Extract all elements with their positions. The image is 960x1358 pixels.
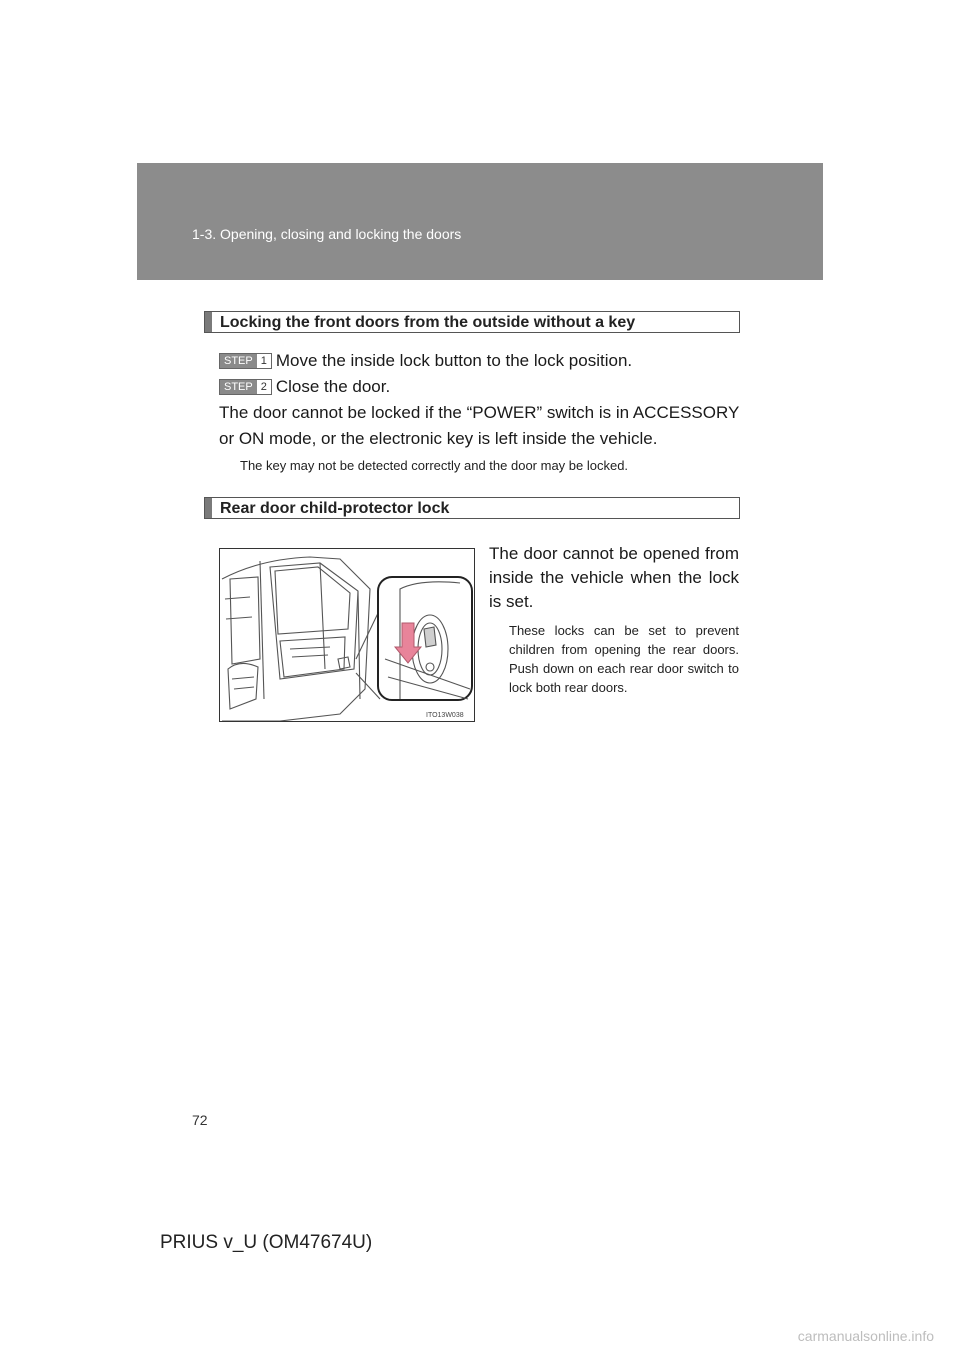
step-badge: STEP 2 — [219, 379, 272, 395]
title-accent — [205, 498, 212, 518]
image-code: ITO13W038 — [426, 712, 464, 719]
title-accent — [205, 312, 212, 332]
step-text: Move the inside lock button to the lock position. — [275, 351, 633, 370]
section-title-bar-child-lock — [204, 497, 740, 519]
step-1 — [219, 350, 632, 372]
note-text: The key may not be detected correctly and the door may be locked. — [240, 458, 629, 473]
header-band — [137, 163, 823, 280]
door-illustration — [219, 548, 475, 722]
door-line-drawing — [220, 549, 475, 722]
manual-model-footer: PRIUS v_U (OM47674U) — [160, 1232, 373, 1253]
watermark: carmanualsonline.info — [797, 1328, 934, 1344]
section-title-bar-locking — [204, 311, 740, 333]
step-text: Close the door. — [275, 377, 391, 396]
step-badge: STEP 1 — [219, 353, 272, 369]
step-2 — [219, 376, 390, 398]
body-paragraph: The door cannot be locked if the “POWER” switch is in ACCESSORY or ON mode, or the electronic key is left inside the vehicle. — [219, 403, 739, 448]
child-lock-description: The door cannot be opened from inside the vehicle when the lock is set. — [489, 544, 739, 611]
child-lock-note: These locks can be set to prevent children from opening the rear doors. Push down on each rear door switch to lock both rear doors. — [509, 623, 739, 695]
section-header: 1-3. Opening, closing and locking the doors — [192, 226, 462, 242]
page-number: 72 — [192, 1112, 208, 1128]
section-title: Locking the front doors from the outside without a key — [220, 314, 636, 331]
section-title: Rear door child-protector lock — [220, 500, 450, 517]
